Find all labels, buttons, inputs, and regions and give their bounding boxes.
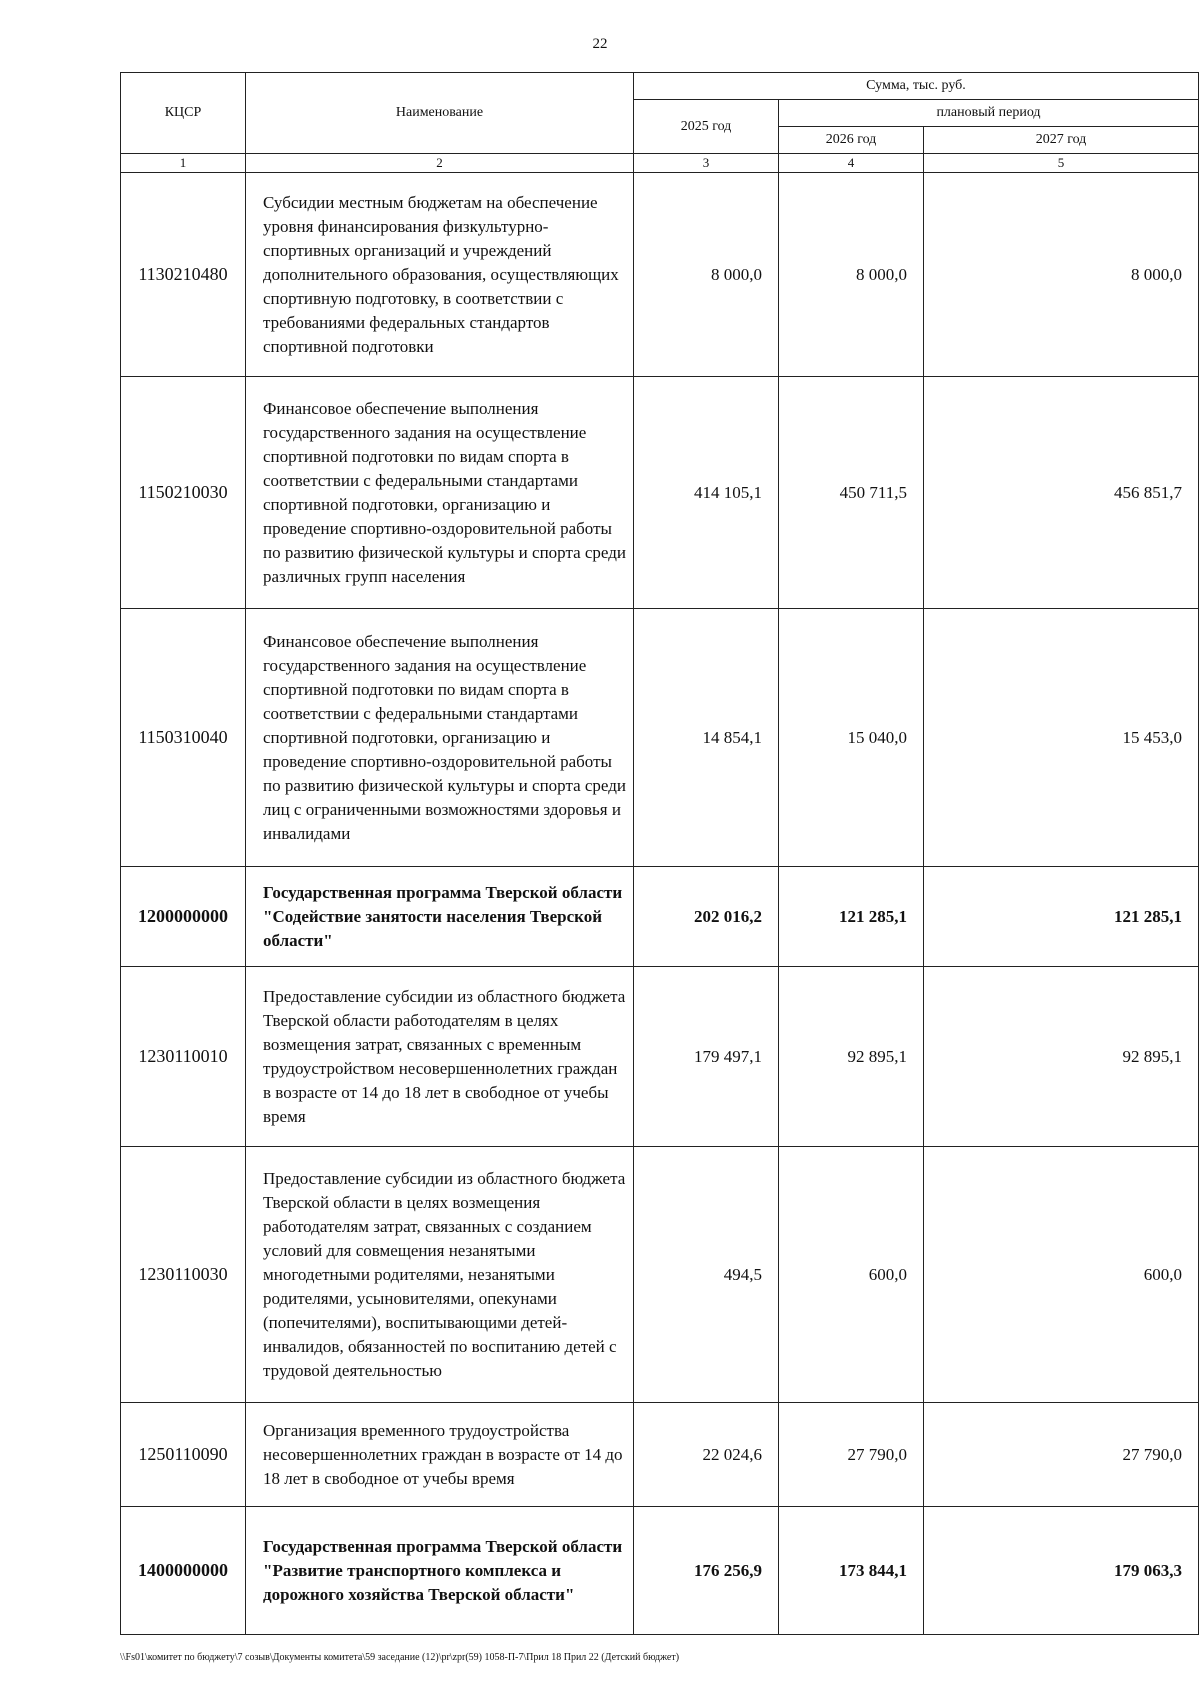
row-value-2026: 173 844,1 (779, 1507, 924, 1635)
row-value-2025: 202 016,2 (634, 867, 779, 967)
row-value-2027: 121 285,1 (924, 867, 1199, 967)
column-number: 1 (121, 154, 246, 173)
row-value-2027: 456 851,7 (924, 377, 1199, 609)
row-name: Государственная программа Тверской области "Содействие занятости населения Тверской области" (246, 867, 634, 967)
header-name: Наименование (246, 73, 634, 154)
row-code: 1150310040 (121, 609, 246, 867)
footer-file-path: \\Fs01\комитет по бюджету\7 созыв\Документы комитета\59 заседание (12)\pr\zpr(59) 1058-П-7\Прил 18 Прил 22 (Детский бюджет) (120, 1652, 680, 1663)
row-value-2027: 27 790,0 (924, 1403, 1199, 1507)
header-planned-period: плановый период (779, 100, 1199, 127)
row-value-2026: 600,0 (779, 1147, 924, 1403)
row-value-2026: 450 711,5 (779, 377, 924, 609)
row-value-2025: 22 024,6 (634, 1403, 779, 1507)
table-row (121, 377, 1199, 609)
table-row (121, 1147, 1199, 1403)
row-code: 1200000000 (121, 867, 246, 967)
column-number: 2 (246, 154, 634, 173)
row-code: 1400000000 (121, 1507, 246, 1635)
row-name: Предоставление субсидии из областного бюджета Тверской области в целях возмещения работодателям затрат, связанных с созданием условий для совмещения незанятыми многодетными родителями, незанятыми родителями, усыновителями, опекунами (попечителями), воспитывающими детей-инвалидов, обязанностей по воспитанию детей с трудовой деятельностью (246, 1147, 634, 1403)
row-code: 1150210030 (121, 377, 246, 609)
header-sum: Сумма, тыс. руб. (634, 73, 1199, 100)
row-name: Организация временного трудоустройства несовершеннолетних граждан в возрасте от 14 до 18 лет в свободное от учебы время (246, 1403, 634, 1507)
row-name: Финансовое обеспечение выполнения государственного задания на осуществление спортивной подготовки по видам спорта в соответствии с федеральными стандартами спортивной подготовки, организацию и проведение спортивно-оздоровительной работы по развитию физической культуры и спорта среди лиц с ограниченными возможностями здоровья и инвалидами (246, 609, 634, 867)
table-header (121, 73, 1199, 173)
row-value-2025: 8 000,0 (634, 173, 779, 377)
table-row (121, 967, 1199, 1147)
row-value-2027: 600,0 (924, 1147, 1199, 1403)
column-number-row (121, 154, 1199, 173)
table-row-program (121, 867, 1199, 967)
row-value-2026: 121 285,1 (779, 867, 924, 967)
header-year-2026: 2026 год (779, 127, 924, 154)
table-row (121, 173, 1199, 377)
budget-table (120, 72, 1199, 1635)
row-code: 1130210480 (121, 173, 246, 377)
header-year-2027: 2027 год (924, 127, 1199, 154)
row-value-2025: 176 256,9 (634, 1507, 779, 1635)
row-value-2027: 92 895,1 (924, 967, 1199, 1147)
column-number: 3 (634, 154, 779, 173)
table-body (121, 173, 1199, 1635)
table-row-program (121, 1507, 1199, 1635)
row-value-2025: 494,5 (634, 1147, 779, 1403)
row-value-2025: 14 854,1 (634, 609, 779, 867)
header-year-2025: 2025 год (634, 100, 779, 154)
row-name: Государственная программа Тверской области "Развитие транспортного комплекса и дорожного хозяйства Тверской области" (246, 1507, 634, 1635)
row-value-2027: 179 063,3 (924, 1507, 1199, 1635)
row-code: 1250110090 (121, 1403, 246, 1507)
row-value-2025: 414 105,1 (634, 377, 779, 609)
column-number: 5 (924, 154, 1199, 173)
row-value-2026: 27 790,0 (779, 1403, 924, 1507)
row-value-2026: 15 040,0 (779, 609, 924, 867)
row-value-2025: 179 497,1 (634, 967, 779, 1147)
row-value-2026: 92 895,1 (779, 967, 924, 1147)
row-code: 1230110010 (121, 967, 246, 1147)
row-name: Субсидии местным бюджетам на обеспечение уровня финансирования физкультурно-спортивных организаций и учреждений дополнительного образования, осуществляющих спортивную подготовку, в соответствии с требованиями федеральных стандартов спортивной подготовки (246, 173, 634, 377)
table-row (121, 1403, 1199, 1507)
row-name: Финансовое обеспечение выполнения государственного задания на осуществление спортивной подготовки по видам спорта в соответствии с федеральными стандартами спортивной подготовки, организацию и проведение спортивно-оздоровительной работы по развитию физической культуры и спорта среди различных групп населения (246, 377, 634, 609)
table-row (121, 609, 1199, 867)
column-number: 4 (779, 154, 924, 173)
row-value-2026: 8 000,0 (779, 173, 924, 377)
row-value-2027: 15 453,0 (924, 609, 1199, 867)
header-kcsr: КЦСР (121, 73, 246, 154)
row-code: 1230110030 (121, 1147, 246, 1403)
page-number: 22 (592, 36, 608, 52)
row-value-2027: 8 000,0 (924, 173, 1199, 377)
row-name: Предоставление субсидии из областного бюджета Тверской области работодателям в целях возмещения затрат, связанных с временным трудоустройством несовершеннолетних граждан в возрасте от 14 до 18 лет в свободное от учебы время (246, 967, 634, 1147)
